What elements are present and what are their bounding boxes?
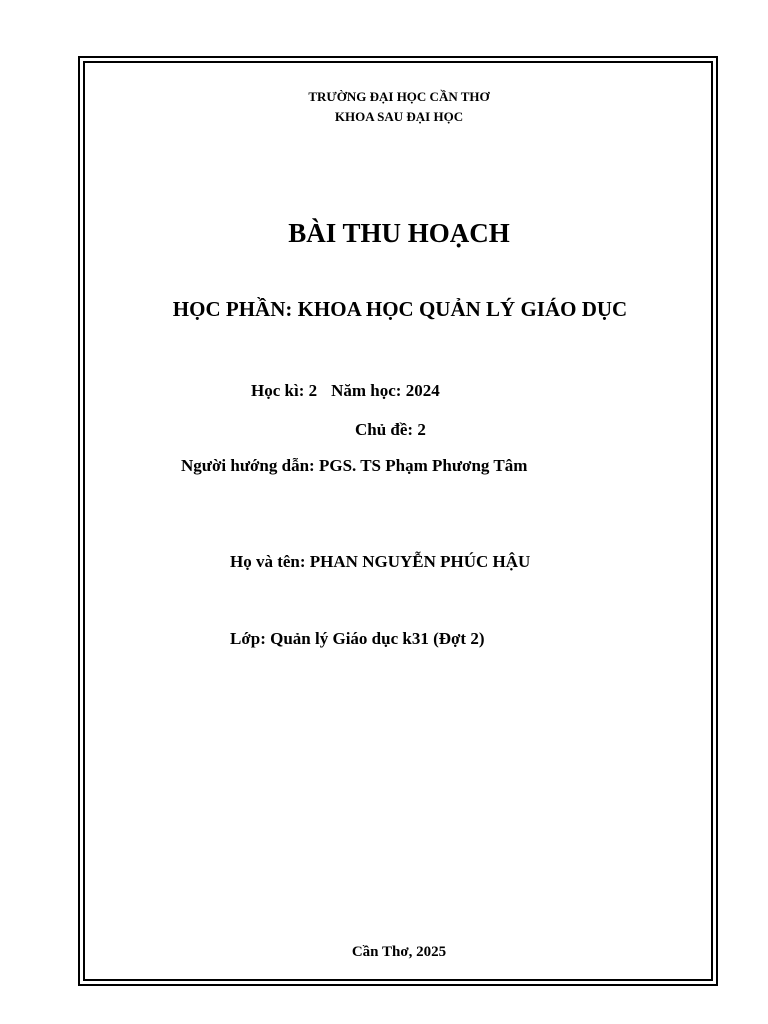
topic: Chủ đề: 2: [355, 420, 426, 439]
academic-year: Năm học: 2024: [331, 381, 440, 400]
semester-line: [251, 382, 440, 399]
class-info: Lớp: Quản lý Giáo dục k31 (Đợt 2): [230, 629, 485, 648]
student-name: Họ và tên: PHAN NGUYỄN PHÚC HẬU: [230, 552, 531, 571]
advisor: Người hướng dẫn: PGS. TS Phạm Phương Tâm: [181, 456, 528, 475]
page-border-inner: [83, 61, 713, 981]
university-name: TRƯỜNG ĐẠI HỌC CẦN THƠ: [308, 89, 490, 104]
semester: Học kì: 2: [251, 381, 318, 400]
course-name: HỌC PHẦN: KHOA HỌC QUẢN LÝ GIÁO DỤC: [172, 297, 628, 321]
place-date: Cần Thơ, 2025: [351, 944, 447, 960]
faculty-name: KHOA SAU ĐẠI HỌC: [334, 109, 464, 124]
document-title: BÀI THU HOẠCH: [288, 218, 510, 248]
